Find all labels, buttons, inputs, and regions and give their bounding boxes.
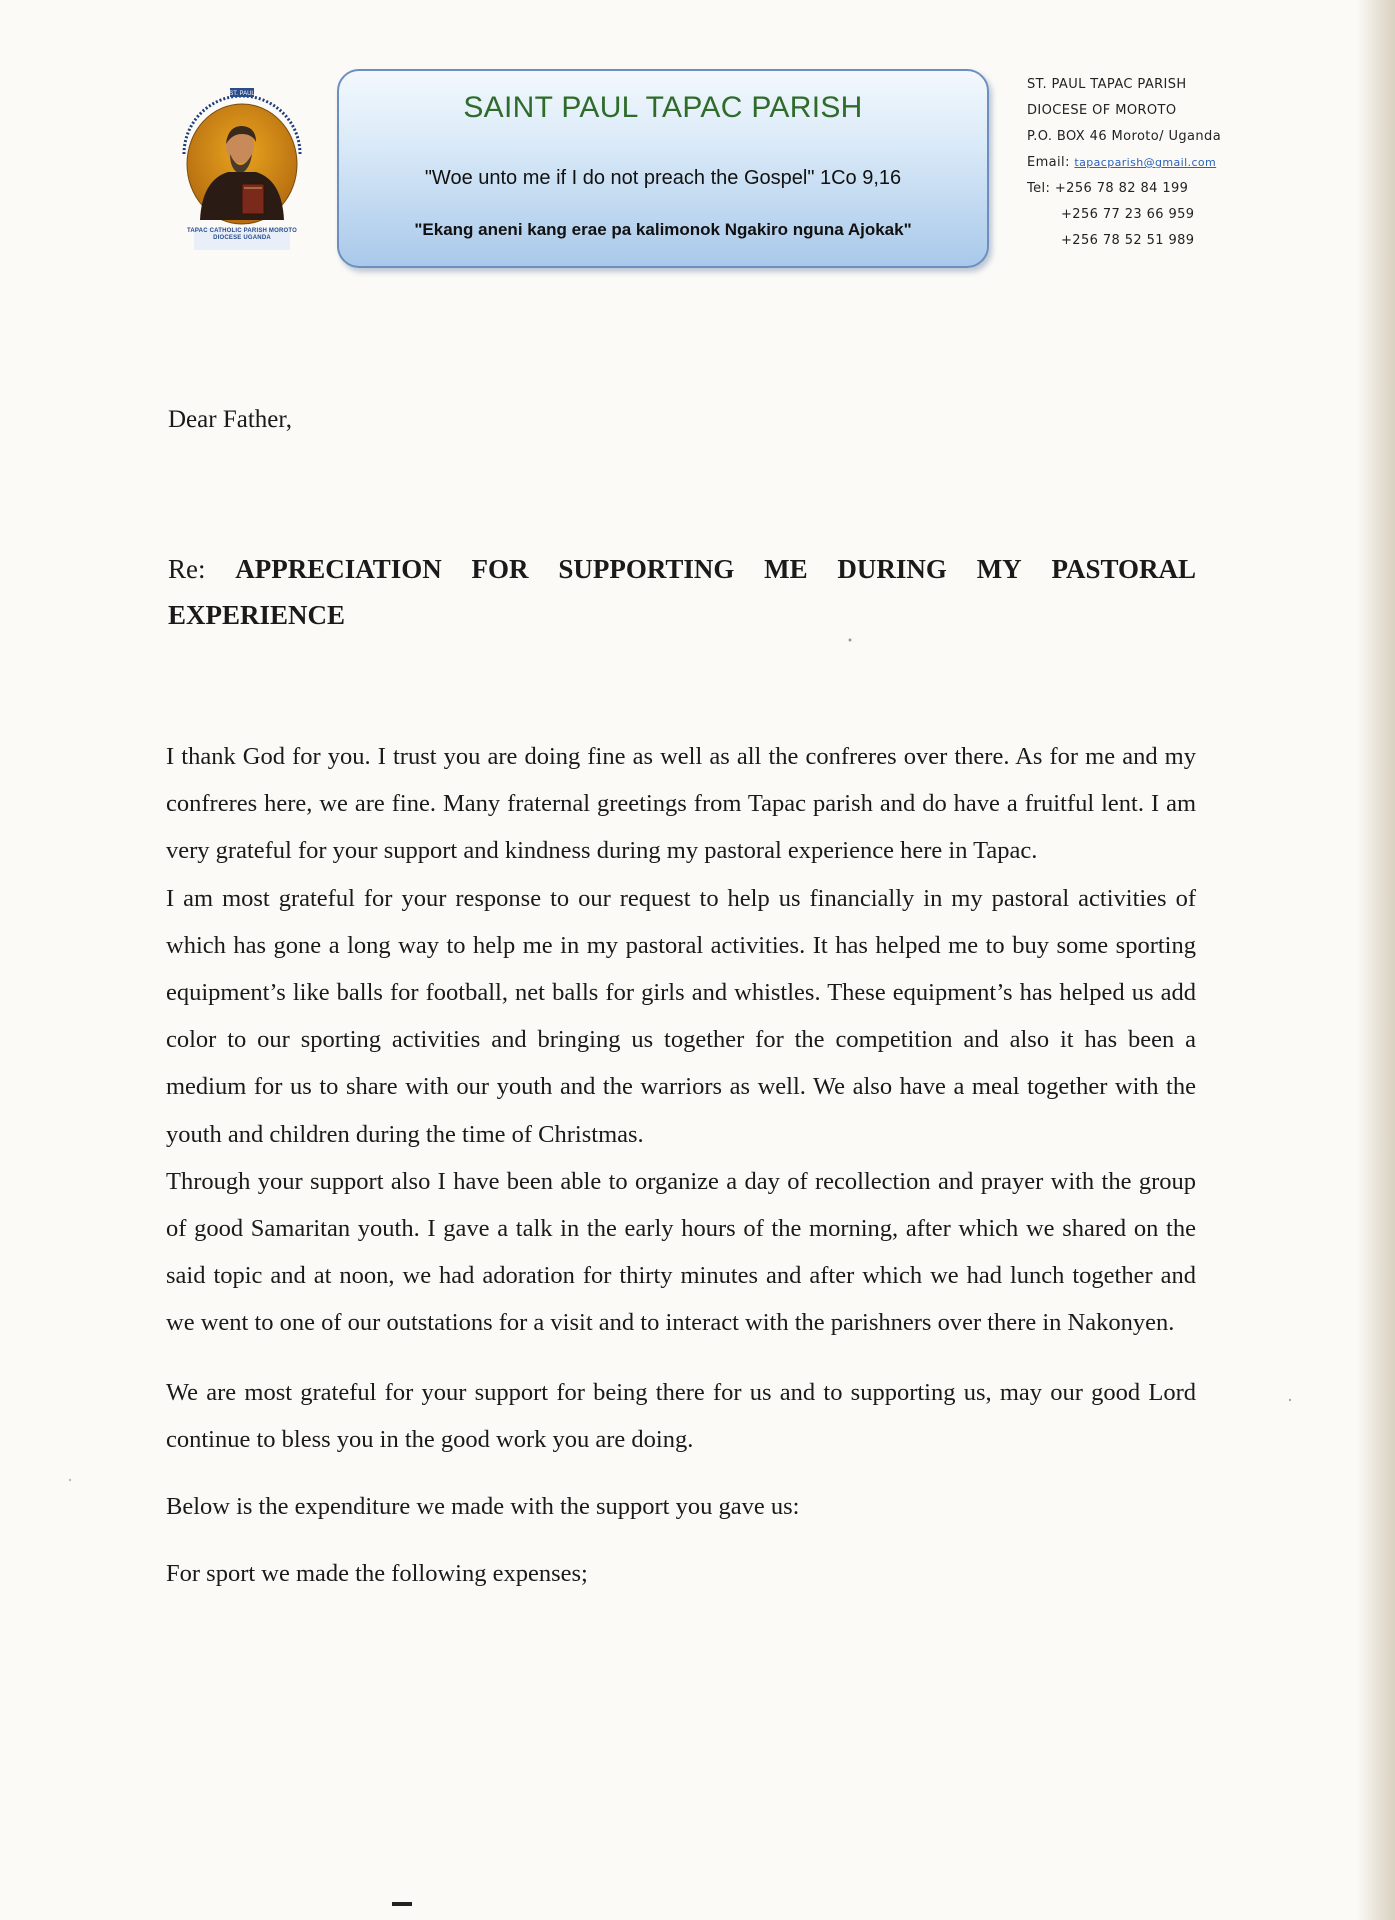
subject-word: DURING [837, 554, 947, 584]
subject-word: FOR [471, 554, 529, 584]
body-paragraph: We are most grateful for your support for being there for us and to supporting us, may our good Lord continue to bless you in the good work you are doing. [166, 1378, 1196, 1453]
letter-body [166, 733, 1196, 1597]
contact-tel-row [1027, 176, 1277, 202]
motto-local: "Ekang aneni kang erae pa kalimonok Ngakiro nguna Ajokak" [414, 220, 912, 239]
parish-name: SAINT PAUL TAPAC PARISH [463, 91, 863, 124]
phone-1: +256 78 82 84 199 [1054, 181, 1189, 196]
body-paragraph: Through your support also I have been able to organize a day of recollection and prayer with the group of good Samaritan youth. I gave a talk in the early hours of the morning, after which we shared on the said topic and at noon, we had adoration for thirty minutes and after which we had lunch together and we went to one of our outstations for a visit and to interact with the parishners over there in Nakonyen. [166, 1167, 1196, 1337]
email-link[interactable]: tapacparish@gmail.com [1074, 156, 1217, 169]
subject-word: MY [976, 554, 1022, 584]
subject-word: SUPPORTING [558, 554, 735, 584]
phone-3: +256 78 52 51 989 [1061, 233, 1195, 248]
tel-label: Tel: [1027, 181, 1051, 196]
subject-word: APPRECIATION [235, 554, 442, 584]
body-paragraph: For sport we made the following expenses; [166, 1560, 588, 1588]
subject-word: PASTORAL [1051, 554, 1196, 584]
page-edge-shadow [1357, 0, 1395, 1920]
motto: "Woe unto me if I do not preach the Gospel" 1Co 9,16 [424, 167, 902, 189]
body-paragraph: I am most grateful for your response to our request to help us financially in my pastoral activities of which has gone a long way to help me in my pastoral activities. It has helped me to buy some sporting equipment’s like balls for football, net balls for girls and whistles. These equipment’s has helped us add color to our sporting activities and bringing us together for the competition and also it has been a medium for us to share with our youth and the warriors as well. We also have a meal together with the youth and children during the time of Christmas. [166, 884, 1196, 1148]
subject-word-last: EXPERIENCE [168, 600, 346, 630]
re-prefix: Re: [168, 554, 206, 584]
email-label: Email: [1027, 155, 1070, 170]
svg-text:ST. PAUL: ST. PAUL [229, 91, 255, 97]
contact-email-row [1027, 150, 1277, 176]
contact-block [1027, 72, 1277, 254]
subject-word: ME [764, 554, 808, 584]
letterhead-banner [337, 69, 989, 268]
body-paragraph: I thank God for you. I trust you are doing fine as well as all the confreres over there. As for me and my confreres here, we are fine. Many fraternal greetings from Tapac parish and do have a fruitful lent. I am very grateful for your support and kindness during my pastoral experience here in Tapac. [166, 743, 1196, 865]
contact-name: ST. PAUL TAPAC PARISH [1027, 77, 1187, 92]
logo-caption: TAPAC CATHOLIC PARISH MOROTO DIOCESE UGANDA [186, 228, 298, 241]
parish-logo [172, 80, 312, 260]
contact-address: P.O. BOX 46 Moroto/ Uganda [1027, 129, 1222, 144]
salutation: Dear Father, [168, 406, 292, 433]
phone-2: +256 77 23 66 959 [1061, 207, 1195, 222]
body-paragraph: Below is the expenditure we made with the support you gave us: [166, 1493, 800, 1521]
contact-diocese: DIOCESE OF MOROTO [1027, 103, 1177, 118]
subject-line [168, 546, 1196, 638]
